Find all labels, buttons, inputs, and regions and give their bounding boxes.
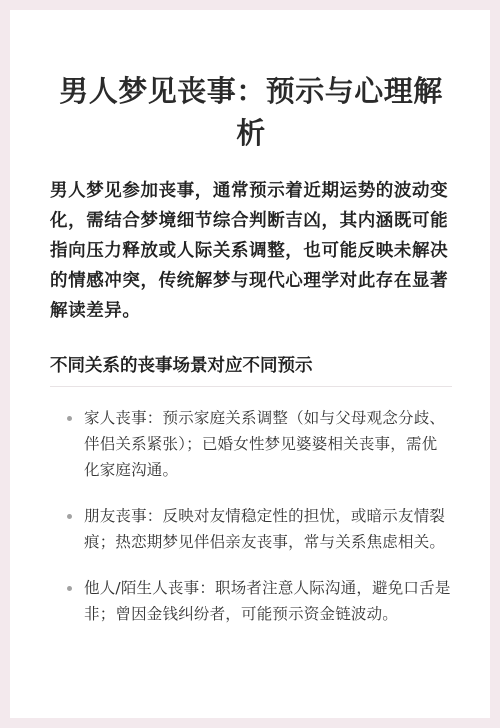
article-intro: 男人梦见参加丧事，通常预示着近期运势的波动变化，需结合梦境细节综合判断吉凶，其内涵既可能指向压力释放或人际关系调整，也可能反映未解决的情感冲突，传统解梦与现代心理学对此存在显著解读差异。 (50, 181, 449, 321)
list-item (84, 575, 452, 627)
list-item (84, 405, 452, 483)
bullet-dot-icon (67, 416, 72, 421)
article-card (10, 10, 490, 718)
list-item-text: 朋友丧事：反映对友情稳定性的担忧，或暗示友情裂痕；热恋期梦见伴侣亲友丧事，常与关系焦虑相关。 (84, 507, 446, 551)
list-item-text: 他人/陌生人丧事：职场者注意人际沟通，避免口舌是非；曾因金钱纠纷者，可能预示资金链波动。 (84, 579, 451, 623)
list-item (84, 503, 452, 555)
bullet-list (50, 405, 452, 627)
list-item-text: 家人丧事：预示家庭关系调整（如与父母观念分歧、伴侣关系紧张）；已婚女性梦见婆婆相关丧事，需优化家庭沟通。 (84, 409, 446, 479)
section-heading: 不同关系的丧事场景对应不同预示 (50, 352, 452, 387)
bullet-dot-icon (67, 514, 72, 519)
bullet-dot-icon (67, 586, 72, 591)
article-title: 男人梦见丧事：预示与心理解析 (59, 74, 443, 150)
